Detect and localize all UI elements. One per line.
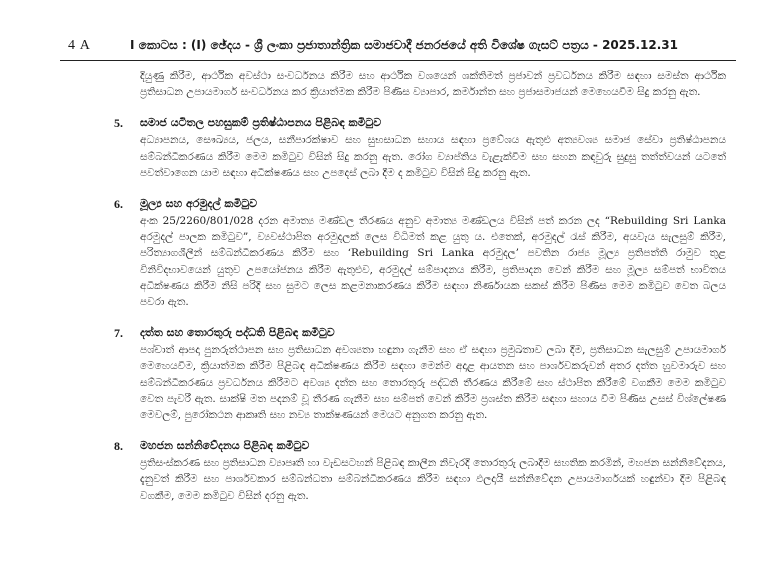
section-8 [114,439,726,504]
header-divider [60,60,736,61]
page-number: 4 A [68,38,91,53]
section-title: සමාජ යටිතල පහසුකම් ප්‍රතිෂ්ඨාපනය පිළිබඳ කමිටුව [140,116,382,130]
section-5 [114,116,726,181]
section-title: මහජන සන්නිවේදනය පිළිබඳ කමිටුව [140,439,310,453]
section-number: 6. [114,197,123,212]
intro-paragraph: දියුණු කිරීම, ආර්ථික අවස්ථා සංවර්ධනය කිරීම සහ ආර්ථික වශයෙන් ශක්තිමත් ප්‍රජාවන් ප්‍රවර්ධනය කිරීම සඳහා සමස්ත ආර්ථික ප්‍රතිසාධන උපායමාර්ග සංවර්ධනය කර ක්‍රියාත්මක කිරීම පිණිස ව්‍යාපාර, කර්මාන්ත සහ ප්‍රජාසමාජයන් මෙහෙයවීම සිදු කරනු ඇත. [140,70,726,99]
section-body: ප්‍රතිසංස්කරණ සහ ප්‍රතිසාධන ව්‍යාපෘති හා වැඩසටහන් පිළිබඳ කාලීන නිවැරදි තොරතුරු ලබාදීම සහතික කරමින්, මහජන සන්නිවේදනය, දැනුවත් කිරීම සහ පාර්ශවකාර සම්බන්ධතා සම්බන්ධීකරණය කිරීම සඳහා ඵලදායී සන්නිවේදන උපායමාර්ගයක් හඳුන්වා දීම පිළිබඳ වගකීම, මෙම කමිටුව විසින් දරනු ඇත. [140,457,726,502]
section-title: මූල්‍ය සහ අරමුදල් කමිටුව [140,197,258,211]
section-body: පශ්චාත් ආපදා පුනරුත්ථාපන සහ ප්‍රතිසාධන අවශ්‍යතා හඳුනා ගැනීම සහ ඒ සඳහා ප්‍රමුඛතාව ලබා දීම, ප්‍රතිසාධන සැලසුම් උපායමාර්ග මෙහෙයවීම, ක්‍රියාත්මක කිරීම පිළිබඳ අධීක්ෂණය කිරීම සඳහා මෙන්ම අදාළ ආයතන සහ පාර්ශවකරුවන් අතර දත්ත හුවමාරුව සහ සම්බන්ධීකරණය ප්‍රවර්ධනය කිරීමට අවශ්‍ය දත්ත සහ තොරතුරු පද්ධති තීරණය කිරීමේ සහ ස්ථාපිත කිරීමේ වගකීම මෙම කමිටුව වෙත පැවරී ඇත. සාක්ෂි මත පදනම් වූ තීරණ ගැනීම සහ සම්පත් වෙන් කිරීම ප්‍රශස්ත කිරීම සඳහා සහාය වීම පිණිස උසස් විශ්ලේෂණ මෙවලම්, පුරෝකථන ආකෘති සහ නව්‍ය තාක්ෂණයන් මෙයට අනුගත කරනු ඇත. [140,344,726,422]
page-body [114,68,726,504]
section-number: 8. [114,439,123,454]
section-6 [114,197,726,310]
section-body: අධ්‍යාපනය, සෞඛ්‍යය, ජලය, සනීපාරක්ෂාව සහ සුභසාධන සහාය සඳහා ප්‍රවේශය ඇතුළු අත්‍යවශ්‍ය සමාජ සේවා ප්‍රතිෂ්ඨාපනය සම්බන්ධීකරණය කිරීම මෙම කමිටුව විසින් සිදු කරනු ඇත. රෝග ව්‍යාප්තිය වැළැක්වීම සහ සහන කඳවුරු සුදුසු තත්ත්වයන් යටතේ පවත්වාගෙන යාම සඳහා අධීක්ෂණය සහ උපදෙස් ලබා දීම ද කමිටුව විසින් සිදු කරනු ඇත. [140,134,726,179]
section-number: 7. [114,326,123,341]
running-header-title: I කොටස : (I) ඡේදය - ශ්‍රී ලංකා ප්‍රජාතාන්ත්‍රික සමාජවාදී ජනරජයේ අති විශේෂ ගැසට් පත්‍රය - 2025.12.31 [130,38,678,52]
section-number: 5. [114,116,123,131]
section-7 [114,326,726,423]
section-body: අංක 25/2260/801/028 දරන අමාත්‍ය මණ්ඩල තීරණය අනුව අමාත්‍ය මණ්ඩලය විසින් පත් කරන ලද “Rebuilding Sri Lanka අරමුදල් පාලක කමිටුව”, ව්‍යවස්ථාපිත අරමුදලක් ලෙස විධිමත් කළ යුතු ය. එතෙක්, අරමුදල් රැස් කිරීම, අයවැය සැලසුම් කිරීම, පරිත්‍යාගශීලීන් සම්බන්ධීකරණය කිරීම සහ ‘Rebuilding Sri Lanka අරමුදල’ පවතින රාජ්‍ය මූල්‍ය ප්‍රතිපත්ති රාමුව තුළ විනිවිදභාවයෙන් යුතුව උපයෝජනය කිරීම ඇතුළුව, අරමුදල් සම්පාදනය කිරීම, ප්‍රතිපාදන වෙන් කිරීම සහ මූල්‍ය සම්පත් භාවිතය අධීක්ෂණය කිරීම නිසි පරිදි සහ සුමට ලෙස කළමනාකරණය කිරීම සඳහා නිර්ණායක සකස් කිරීම පිණිස මෙම කමිටුව වෙත බලය පවරා ඇත. [140,215,726,309]
section-title: දත්ත සහ තොරතුරු පද්ධති පිළිබඳ කමිටුව [140,326,335,340]
